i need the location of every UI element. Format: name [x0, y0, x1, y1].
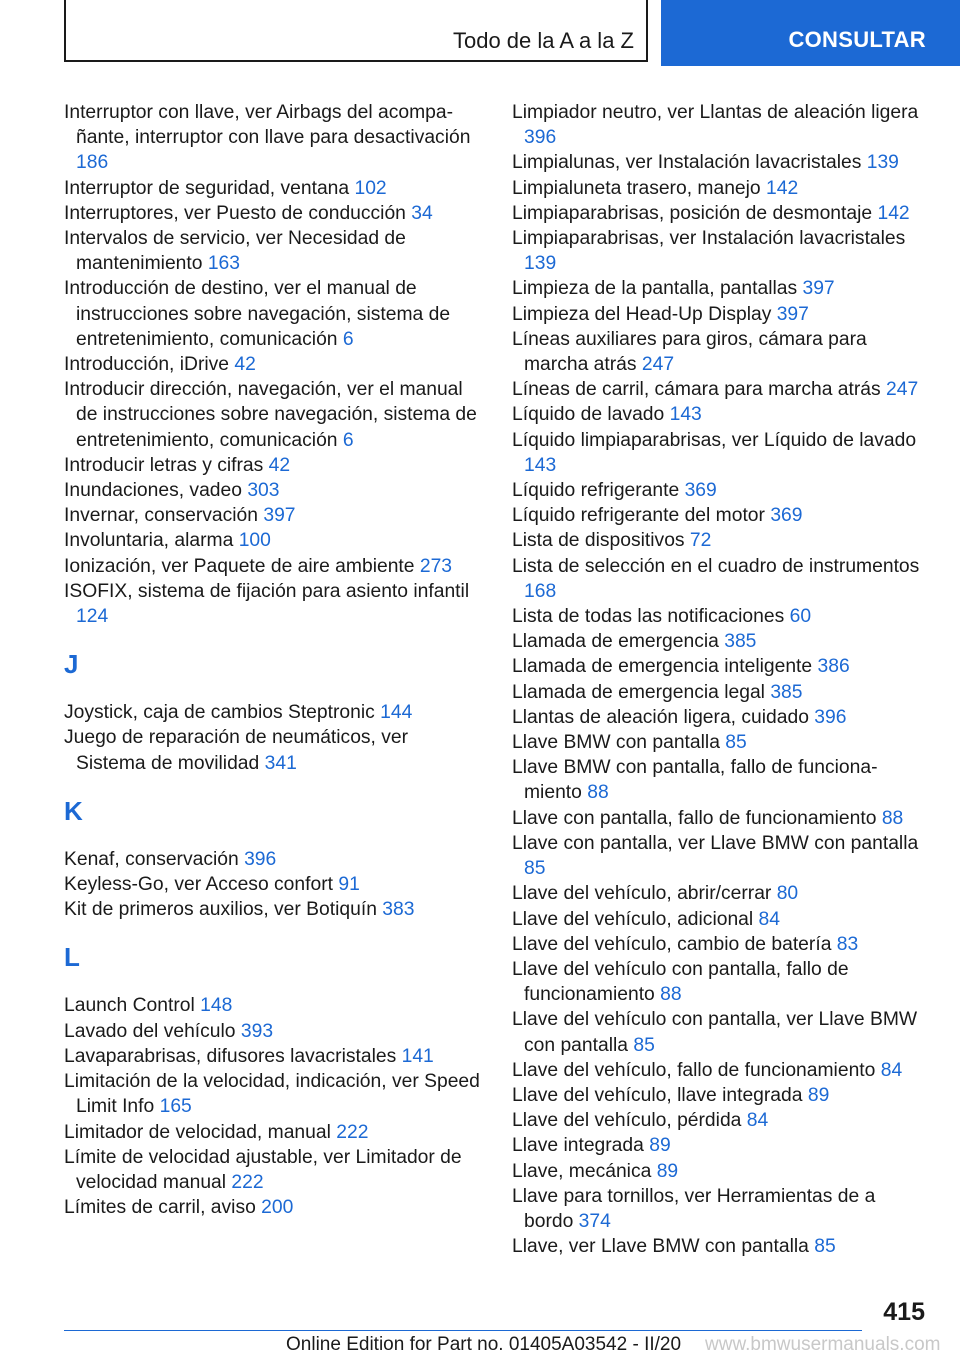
page-link[interactable]: 6	[342, 429, 354, 451]
entry-text: Líquido refrigerante	[512, 480, 685, 502]
entry-text: Líneas de carril, cámara para marcha atrás	[512, 379, 887, 401]
index-entry	[512, 1108, 927, 1133]
page-link[interactable]: 396	[524, 127, 557, 149]
section-letter: L	[64, 942, 80, 973]
index-entry	[512, 1184, 927, 1234]
entry-text: Líquido de lavado	[512, 404, 670, 426]
page-link[interactable]: 142	[766, 177, 799, 199]
entry-text: Lista de selección en el cuadro de instrumentos	[512, 555, 920, 577]
page-link[interactable]: 273	[419, 555, 453, 577]
entry-text: Launch Control	[64, 995, 201, 1017]
page-link[interactable]: 84	[746, 1110, 769, 1132]
index-entry	[512, 1083, 927, 1108]
index-entry	[512, 1058, 927, 1083]
page-link[interactable]: 397	[263, 505, 296, 527]
entry-text: Introducir letras y cifras	[64, 454, 269, 476]
index-entry	[64, 1044, 482, 1069]
page-link[interactable]: 168	[524, 580, 557, 602]
index-tab[interactable]	[64, 0, 648, 62]
page-link[interactable]: 148	[200, 995, 233, 1017]
page-link[interactable]: 124	[76, 606, 109, 628]
page-link[interactable]: 83	[836, 933, 859, 955]
entry-text: Llave, mecánica	[512, 1160, 657, 1182]
page-link[interactable]: 397	[776, 303, 809, 325]
entry-text: Interruptor con llave, ver Airbags del acompañante, interruptor con llave para desactivación	[64, 102, 471, 149]
index-entry	[512, 428, 927, 478]
page-link[interactable]: 42	[268, 454, 291, 476]
index-entry	[512, 907, 927, 932]
entry-text: Llave del vehículo, abrir/cerrar	[512, 883, 777, 905]
entry-text: Introducir dirección, navegación, ver el manual de instrucciones sobre navegación, sistema de entretenimiento, comunicación	[64, 379, 477, 451]
entry-text: Llave del vehículo, pérdida	[512, 1110, 747, 1132]
index-entry	[64, 100, 482, 176]
index-entry	[64, 1019, 482, 1044]
index-entry	[512, 176, 927, 201]
page-link[interactable]: 6	[342, 328, 354, 350]
entry-text: Llamada de emergencia legal	[512, 681, 771, 703]
footer-divider	[64, 1330, 862, 1331]
page-link[interactable]: 163	[207, 253, 240, 275]
entry-text: Involuntaria, alarma	[64, 530, 239, 552]
page-link[interactable]: 396	[244, 848, 277, 870]
header	[0, 0, 960, 66]
page-link[interactable]: 222	[231, 1171, 264, 1193]
entry-text: Llave, ver Llave BMW con pantalla	[512, 1236, 815, 1258]
index-entry	[64, 700, 482, 725]
entry-text: Limpieza de la pantalla, pantallas	[512, 278, 803, 300]
entry-text: Límites de carril, aviso	[64, 1197, 262, 1219]
index-entry	[512, 1159, 927, 1184]
consult-tab-label: CONSULTAR	[788, 27, 926, 52]
page-link[interactable]: 139	[866, 152, 899, 174]
entry-text: Kenaf, conservación	[64, 848, 245, 870]
entry-text: Límite de velocidad ajustable, ver Limitador de velocidad manual	[64, 1146, 462, 1193]
page-link[interactable]: 89	[649, 1135, 671, 1157]
index-entry	[512, 806, 927, 831]
index-entry	[64, 579, 482, 629]
index-entry	[64, 554, 482, 579]
entry-text: Intervalos de servicio, ver Necesidad de mantenimiento	[64, 228, 406, 275]
entry-text: Llave BMW con pantalla	[512, 732, 726, 754]
page-link[interactable]: 85	[814, 1236, 836, 1258]
page-link[interactable]: 200	[261, 1197, 294, 1219]
entry-text: Introducción de destino, ver el manual de instrucciones sobre navegación, sistema de entretenimiento, comunicación	[64, 278, 451, 350]
index-entry	[64, 377, 482, 453]
index-entry	[64, 276, 482, 352]
index-entry	[64, 847, 482, 872]
edition-text: Online Edition for Part no. 01405A03542 - II/20	[286, 1334, 682, 1355]
page-link[interactable]: 141	[401, 1045, 434, 1067]
page-link[interactable]: 341	[264, 752, 297, 774]
entry-text: Keyless-Go, ver Acceso confort	[64, 874, 339, 896]
page-link[interactable]: 186	[76, 152, 109, 174]
entry-text: Llave integrada	[512, 1135, 650, 1157]
page-link[interactable]: 88	[881, 807, 904, 829]
index-entry	[64, 528, 482, 553]
index-entry	[512, 201, 927, 226]
section-letter: K	[64, 795, 83, 826]
entry-text: Llave del vehículo, cambio de batería	[512, 933, 837, 955]
index-entry	[512, 604, 927, 629]
index-entry	[64, 176, 482, 201]
entry-text: Llamada de emergencia	[512, 631, 725, 653]
page-link[interactable]: 85	[524, 858, 546, 880]
index-entry	[64, 1145, 482, 1195]
entry-text: Interruptores, ver Puesto de conducción	[64, 202, 412, 224]
entry-text: Limpieza del Head-Up Display	[512, 303, 777, 325]
entry-text: Llave del vehículo, llave integrada	[512, 1084, 808, 1106]
index-entry	[512, 402, 927, 427]
index-entry	[64, 1069, 482, 1119]
index-entry	[512, 302, 927, 327]
entry-text: ISOFIX, sistema de fijación para asiento infantil	[64, 580, 470, 602]
entry-text: Llave del vehículo con pantalla, fallo de funcionamiento	[512, 958, 849, 1006]
index-entry	[64, 725, 482, 775]
page-link[interactable]: 102	[354, 177, 387, 199]
page-link[interactable]: 143	[524, 454, 557, 476]
index-entry	[64, 1195, 482, 1220]
entry-text: Limpiaparabrisas, ver Instalación lavacristales	[512, 228, 906, 250]
index-entry	[64, 201, 482, 226]
page-link[interactable]: 88	[587, 782, 609, 804]
entry-text: Limpialuneta trasero, manejo	[512, 177, 767, 199]
index-entry	[64, 897, 482, 922]
index-entry	[512, 100, 927, 150]
entry-text: Llave del vehículo, fallo de funcionamiento	[512, 1059, 881, 1081]
page-link[interactable]: 369	[770, 505, 803, 527]
page-link[interactable]: 42	[234, 354, 256, 376]
entry-text: Llave BMW con pantalla, fallo de funcionamiento	[512, 757, 878, 804]
index-entry	[512, 932, 927, 957]
index-entry	[512, 150, 927, 175]
index-entry	[512, 528, 927, 553]
entry-text: Líquido refrigerante del motor	[512, 505, 771, 527]
page-link[interactable]: 393	[240, 1020, 274, 1042]
entry-text: Líquido limpiaparabrisas, ver Líquido de lavado	[512, 429, 917, 451]
index-entry	[64, 1120, 482, 1145]
index-entry	[512, 226, 927, 276]
entry-text: Juego de reparación de neumáticos, ver Sistema de movilidad	[64, 727, 409, 774]
page-link[interactable]: 142	[877, 202, 910, 224]
entry-text: Lavaparabrisas, difusores lavacristales	[64, 1045, 402, 1067]
index-entry	[64, 478, 482, 503]
index-entry	[512, 730, 927, 755]
entry-text: Limpialunas, ver Instalación lavacristales	[512, 152, 867, 174]
index-entry	[64, 993, 482, 1018]
index-entry	[64, 453, 482, 478]
page-link[interactable]: 247	[886, 379, 919, 401]
index-entry	[512, 654, 927, 679]
page-link[interactable]: 386	[817, 656, 850, 678]
entry-text: Ionización, ver Paquete de aire ambiente	[64, 555, 420, 577]
page-link[interactable]: 144	[380, 702, 413, 724]
index-entry	[64, 352, 482, 377]
entry-text: Llave para tornillos, ver Herramientas de a bordo	[512, 1185, 876, 1232]
entry-text: Lista de todas las notificaciones	[512, 606, 790, 628]
page-link[interactable]: 60	[789, 606, 812, 628]
entry-text: Llave con pantalla, ver Llave BMW con pantalla	[512, 832, 919, 854]
index-column-left	[64, 100, 482, 1220]
page-link[interactable]: 84	[880, 1059, 903, 1081]
page-link[interactable]: 385	[724, 631, 757, 653]
page-link[interactable]: 369	[684, 480, 717, 502]
index-entry	[512, 755, 927, 805]
index-entry	[512, 276, 927, 301]
entry-text: Limitador de velocidad, manual	[64, 1121, 337, 1143]
entry-text: Limpiador neutro, ver Llantas de aleación ligera	[512, 102, 919, 123]
index-entry	[64, 226, 482, 276]
watermark: www.bmwusermanuals.com	[705, 1334, 941, 1355]
entry-text: Inundaciones, vadeo	[64, 480, 248, 502]
index-entry	[512, 327, 927, 377]
index-entry	[64, 872, 482, 897]
index-tab-label: Todo de la A a la Z	[452, 28, 634, 53]
index-entry	[64, 503, 482, 528]
entry-text: Líneas auxiliares para giros, cámara para marcha atrás	[512, 328, 867, 376]
page-link[interactable]: 383	[382, 899, 415, 921]
index-entry	[512, 1007, 927, 1057]
entry-text: Invernar, conservación	[64, 505, 264, 527]
entry-text: Llave del vehículo con pantalla, ver Llave BMW con pantalla	[512, 1009, 918, 1056]
entry-text: Lavado del vehículo	[64, 1020, 241, 1042]
index-entry	[512, 957, 927, 1007]
page-link[interactable]: 85	[725, 732, 747, 754]
page-link[interactable]: 143	[669, 404, 702, 426]
index-entry	[512, 377, 927, 402]
page-link[interactable]: 374	[578, 1210, 611, 1232]
entry-text: Lista de dispositivos	[512, 530, 690, 552]
page-link[interactable]: 88	[660, 984, 682, 1006]
page-link[interactable]: 34	[411, 202, 433, 224]
page-link[interactable]: 222	[336, 1121, 369, 1143]
page-link[interactable]: 80	[776, 883, 799, 905]
index-entry	[512, 705, 927, 730]
page-link[interactable]: 397	[802, 278, 835, 300]
index-entry	[512, 629, 927, 654]
entry-text: Kit de primeros auxilios, ver Botiquín	[64, 899, 383, 921]
index-entry	[512, 1133, 927, 1158]
page-link[interactable]: 91	[338, 874, 360, 896]
page-link[interactable]: 396	[814, 706, 847, 728]
consult-tab[interactable]	[661, 0, 960, 66]
entry-text: Limitación de la velocidad, indicación, ver Speed Limit Info	[64, 1071, 480, 1118]
entry-text: Joystick, caja de cambios Steptronic	[64, 702, 381, 724]
page-link[interactable]: 84	[758, 908, 780, 930]
page-link[interactable]: 139	[524, 253, 557, 275]
index-entry	[512, 554, 927, 604]
index-entry	[512, 1234, 927, 1259]
index-entry	[512, 478, 927, 503]
index-entry	[512, 831, 927, 881]
page-link[interactable]: 85	[633, 1034, 655, 1056]
page-link[interactable]: 385	[770, 681, 803, 703]
page-link[interactable]: 303	[247, 480, 280, 502]
entry-text: Interruptor de seguridad, ventana	[64, 177, 355, 199]
page-number: 415	[883, 1298, 925, 1326]
index-entry	[512, 680, 927, 705]
section-letter: J	[64, 649, 79, 680]
index-entry	[512, 503, 927, 528]
page-link[interactable]: 165	[159, 1096, 192, 1118]
entry-text: Llave con pantalla, fallo de funcionamiento	[512, 807, 882, 829]
index-entry	[512, 881, 927, 906]
entry-text: Limpiaparabrisas, posición de desmontaje	[512, 202, 878, 224]
page-link[interactable]: 89	[656, 1160, 679, 1182]
entry-text: Llantas de aleación ligera, cuidado	[512, 706, 815, 728]
page-link[interactable]: 247	[641, 354, 675, 376]
entry-text: Llamada de emergencia inteligente	[512, 656, 818, 678]
page-link[interactable]: 89	[807, 1084, 830, 1106]
entry-text: Llave del vehículo, adicional	[512, 908, 759, 930]
index-column-right	[512, 100, 927, 1259]
page-link[interactable]: 72	[689, 530, 712, 552]
page-link[interactable]: 100	[238, 530, 271, 552]
entry-text: Introducción, iDrive	[64, 354, 235, 376]
